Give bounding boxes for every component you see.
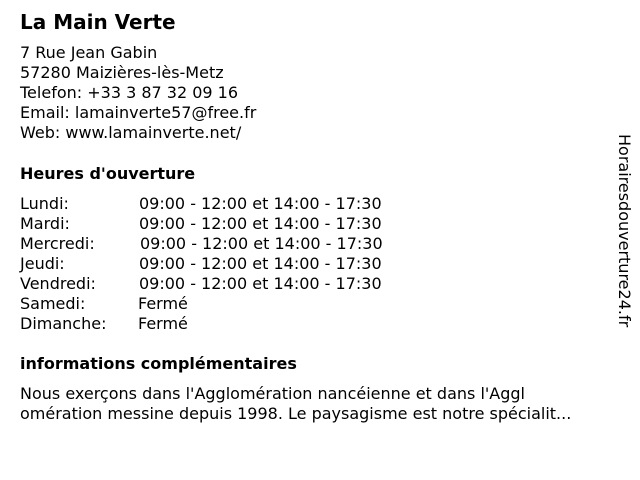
hours-row (20, 234, 440, 254)
phone: Telefon: +33 3 87 32 09 16 (20, 83, 239, 102)
info-line: omération messine depuis 1998. Le paysagisme est notre spécialit... (20, 404, 572, 423)
day-label: Jeudi: (20, 254, 65, 273)
hours-row (20, 274, 440, 294)
day-hours: 09:00 - 12:00 et 14:00 - 17:30 (140, 234, 383, 253)
hours-row (20, 214, 440, 234)
day-hours: 09:00 - 12:00 et 14:00 - 17:30 (139, 274, 382, 293)
hours-row (20, 194, 440, 214)
hours-table (20, 194, 440, 334)
day-hours: Fermé (138, 314, 188, 333)
hours-row (20, 294, 440, 314)
day-hours: 09:00 - 12:00 et 14:00 - 17:30 (139, 254, 382, 273)
website: Web: www.lamainverte.net/ (20, 123, 242, 142)
hours-heading: Heures d'ouverture (20, 164, 196, 183)
hours-row (20, 254, 440, 274)
business-name: La Main Verte (20, 10, 176, 34)
day-label: Samedi: (20, 294, 86, 313)
watermark-text: Horairesdouverture24.fr (615, 134, 634, 328)
day-hours: 09:00 - 12:00 et 14:00 - 17:30 (139, 194, 382, 213)
day-label: Dimanche: (20, 314, 107, 333)
address-block (20, 43, 256, 143)
day-label: Lundi: (20, 194, 69, 213)
hours-row (20, 314, 440, 334)
day-hours: 09:00 - 12:00 et 14:00 - 17:30 (139, 214, 382, 233)
day-hours: Fermé (138, 294, 188, 313)
street: 7 Rue Jean Gabin (20, 43, 158, 62)
email: Email: lamainverte57@free.fr (20, 103, 257, 122)
day-label: Mercredi: (20, 234, 95, 253)
info-line: Nous exerçons dans l'Agglomération nancéienne et dans l'Aggl (20, 384, 525, 403)
info-text (20, 384, 620, 424)
info-heading: informations complémentaires (20, 354, 297, 373)
watermark (614, 134, 634, 344)
day-label: Vendredi: (20, 274, 96, 293)
day-label: Mardi: (20, 214, 70, 233)
city: 57280 Maizières-lès-Metz (20, 63, 224, 82)
